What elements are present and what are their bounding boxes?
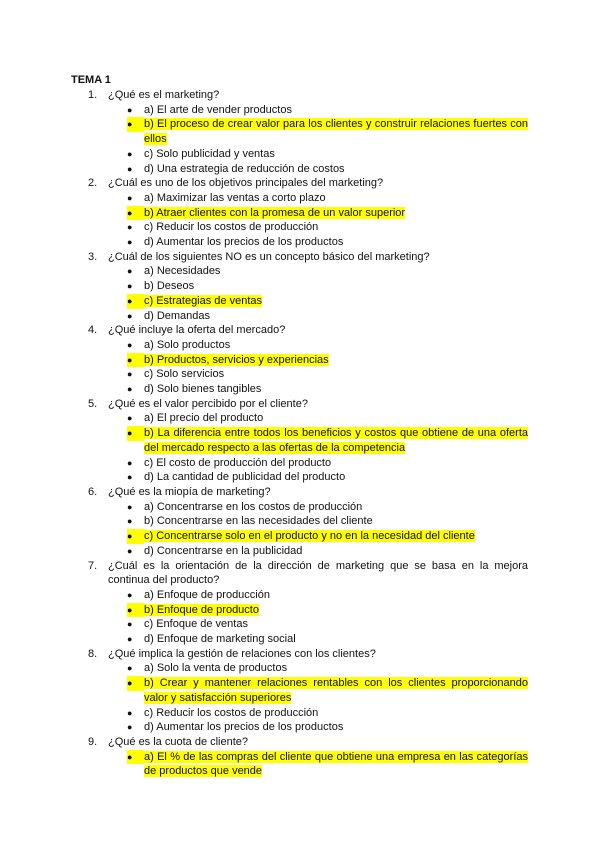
bullet-icon: ● [127,148,133,159]
option-item-highlighted [127,529,528,544]
bullet-icon: ● [127,529,144,544]
question-item [88,735,528,779]
option-item [127,632,528,647]
option-item [127,411,528,426]
option-item [127,191,528,206]
question-text: ¿Qué es el valor percibido por el cliente? [108,397,308,410]
option-item [127,617,528,632]
question-item [88,647,528,735]
option-text: a) Concentrarse en los costos de producción [144,500,363,513]
question-number: 7. [88,559,98,572]
option-item [127,338,528,353]
bullet-icon: ● [127,163,133,174]
bullet-icon: ● [127,545,133,556]
question-item [88,397,528,485]
option-item [127,309,528,324]
option-text: d) Solo bienes tangibles [144,383,262,396]
bullet-icon: ● [127,707,133,718]
option-item [127,235,528,250]
bullet-icon: ● [127,222,133,233]
bullet-icon: ● [127,206,144,221]
option-item [127,470,528,485]
question-number: 8. [88,647,98,660]
option-item [127,103,528,118]
option-item [127,514,528,529]
bullet-icon: ● [127,722,133,733]
question-item [88,485,528,559]
option-text: c) Enfoque de ventas [144,618,248,631]
bullet-icon: ● [127,353,144,368]
question-text: ¿Qué es la miopía de marketing? [108,485,271,498]
option-item-highlighted [127,750,528,779]
option-item [127,382,528,397]
option-text: d) Demandas [144,309,211,322]
question-text: ¿Qué implica la gestión de relaciones con los clientes? [108,647,376,660]
option-text: d) Aumentar los precios de los productos [144,236,344,249]
option-text: a) El precio del producto [144,412,264,425]
option-text: d) La cantidad de publicidad del producto [144,471,346,484]
question-number: 1. [88,89,98,101]
question-number: 9. [88,735,98,748]
bullet-icon: ● [127,413,133,424]
option-item-highlighted [127,117,528,146]
option-text: b) El proceso de crear valor para los clientes y construir relaciones fuertes con ellos [144,118,528,146]
option-text: b) Productos, servicios y experiencias [144,353,329,366]
option-item [127,720,528,735]
option-text: d) Una estrategia de reducción de costos [144,162,345,175]
bullet-icon: ● [127,501,133,512]
option-list [108,103,528,177]
bullet-icon: ● [127,676,144,691]
option-text: d) Aumentar los precios de los productos [144,721,344,734]
option-text: a) El % de las compras del cliente que obtiene una empresa en las categorías de productos que vende [144,750,528,778]
question-item [88,323,528,397]
option-list [108,588,528,647]
bullet-icon: ● [127,603,144,618]
option-list [108,338,528,397]
option-text: a) Solo productos [144,338,231,351]
option-item [127,162,528,177]
option-item [127,544,528,559]
option-item [127,264,528,279]
bullet-icon: ● [127,663,133,674]
option-text: a) Enfoque de producción [144,588,270,601]
bullet-icon: ● [127,472,133,483]
question-list [88,88,528,779]
option-text: c) Solo servicios [144,368,225,381]
option-text: a) El arte de vender productos [144,103,292,116]
option-text: b) Concentrarse en las necesidades del cliente [144,515,373,528]
bullet-icon: ● [127,266,133,277]
option-text: c) Solo publicidad y ventas [144,147,275,160]
option-item [127,456,528,471]
bullet-icon: ● [127,516,133,527]
bullet-icon: ● [127,457,133,468]
option-item-highlighted [127,676,528,705]
option-item [127,220,528,235]
bullet-icon: ● [127,339,133,350]
question-number: 6. [88,485,98,498]
bullet-icon: ● [127,117,144,132]
option-list [108,500,528,559]
option-text: a) Necesidades [144,265,221,278]
option-list [108,750,528,779]
option-item [127,367,528,382]
bullet-icon: ● [127,384,133,395]
bullet-icon: ● [127,589,133,600]
option-list [108,411,528,485]
bullet-icon: ● [127,237,133,248]
option-item [127,147,528,162]
option-text: c) Reducir los costos de producción [144,221,319,234]
option-text: c) El costo de producción del producto [144,456,332,469]
document-title: TEMA 1 [71,74,111,86]
option-item-highlighted [127,294,528,309]
question-number: 5. [88,397,98,410]
question-number: 2. [88,177,98,190]
question-item [88,250,528,324]
option-text: b) La diferencia entre todos los beneficios y costos que obtiene de una oferta del mercado respecto a las ofertas de la competencia [144,427,528,454]
bullet-icon: ● [127,294,144,309]
option-text: b) Enfoque de producto [144,603,259,616]
option-item [127,706,528,721]
bullet-icon: ● [127,426,144,441]
option-list [108,264,528,323]
option-item [127,279,528,294]
question-text: ¿Cuál es uno de los objetivos principales del marketing? [108,177,384,190]
question-item [88,176,528,250]
option-text: d) Concentrarse en la publicidad [144,544,303,557]
option-text: d) Enfoque de marketing social [144,633,296,646]
question-text: ¿Cuál de los siguientes NO es un concepto básico del marketing? [108,250,430,263]
option-list [108,661,528,735]
option-text: c) Reducir los costos de producción [144,706,319,719]
option-item-highlighted [127,206,528,221]
option-text: b) Crear y mantener relaciones rentables con los clientes proporcionando valor y satisfacción superiores [144,677,528,704]
bullet-icon: ● [127,634,133,645]
question-item [88,88,528,176]
question-text: ¿Qué es la cuota de cliente? [108,735,249,748]
bullet-icon: ● [127,750,144,765]
option-text: b) Atraer clientes con la promesa de un valor superior [144,206,406,219]
bullet-icon: ● [127,310,133,321]
question-item [88,559,528,647]
option-text: b) Deseos [144,280,195,293]
bullet-icon: ● [127,369,133,380]
option-item-highlighted [127,426,528,455]
bullet-icon: ● [127,619,133,630]
option-item-highlighted [127,353,528,368]
question-text: ¿Qué incluye la oferta del mercado? [108,324,286,337]
option-text: a) Solo la venta de productos [144,662,288,675]
option-text: c) Estrategias de ventas [144,294,263,307]
question-number: 3. [88,250,98,263]
question-number: 4. [88,324,98,337]
question-text: ¿Cuál es la orientación de la dirección de marketing que se basa en la mejora continua del producto? [108,559,528,587]
option-item [127,588,528,603]
bullet-icon: ● [127,104,133,115]
bullet-icon: ● [127,281,133,292]
option-item-highlighted [127,603,528,618]
option-text: a) Maximizar las ventas a corto plazo [144,191,326,204]
bullet-icon: ● [127,192,133,203]
option-text: c) Concentrarse solo en el producto y no en la necesidad del cliente [144,530,475,543]
option-item [127,500,528,515]
option-item [127,661,528,676]
option-list [108,191,528,250]
question-text: ¿Qué es el marketing? [108,89,220,101]
